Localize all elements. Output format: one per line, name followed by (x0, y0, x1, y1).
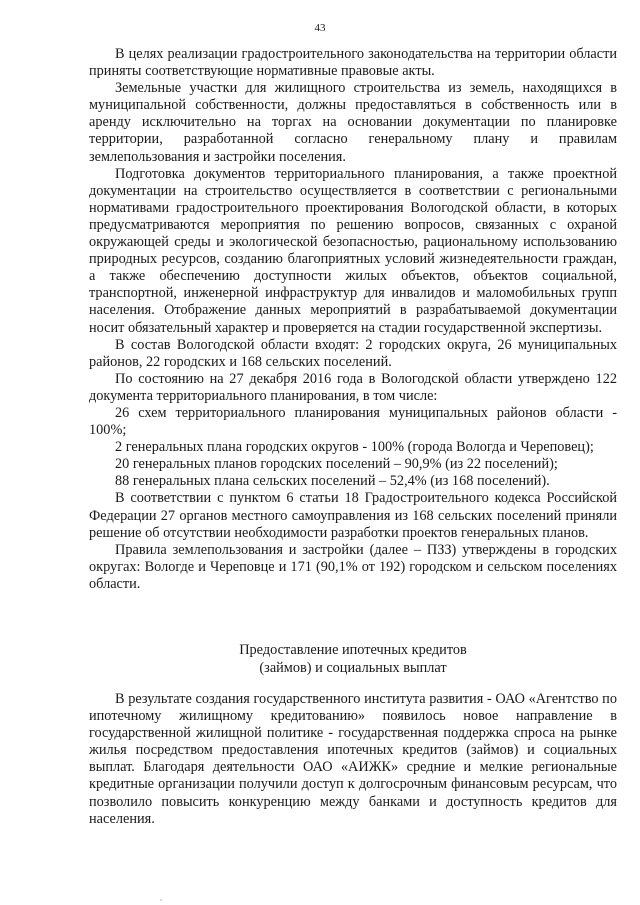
list-item-district-schemes: 26 схем территориального планирования муниципальных районов области - 100%; (89, 404, 617, 439)
paragraph-status-date: По состоянию на 27 декабря 2016 года в Вологодской области утверждено 122 документа территориального планирования, в том числе: (89, 370, 617, 404)
section-heading (89, 641, 617, 677)
paragraph-land-plots: Земельные участки для жилищного строительства из земель, находящихся в муниципальной собственности, должны предоставляться в собственность или в аренду исключительно на торгах на основании документации по планировке территории, разработанной согласно генеральному плану и правилам землепользования и застройки поселения. (89, 80, 617, 165)
main-text-block (89, 46, 617, 593)
page-number: 43 (314, 22, 326, 34)
paragraph-mortgage-agency: В результате создания государственного института развития - ОАО «Агентство по ипотечному жилищному кредитованию» появилось новое направление в государственной жилищной политике - государственная поддержка спроса на рынке жилья посредством предоставления ипотечных кредитов (займов) и социальных выплат. Благодаря деятельности ОАО «АИЖК» средние и мелкие региональные кредитные организации получили доступ к долгосрочным финансовым ресурсам, что позволило повысить конкуренцию между банками и доступность кредитов для населения. (89, 691, 617, 827)
paragraph-legislation: В целях реализации градостроительного законодательства на территории области приняты соответствующие нормативные правовые акты. (89, 46, 617, 80)
paragraph-region-composition: В состав Вологодской области входят: 2 городских округа, 26 муниципальных районов, 22 городских и 168 сельских поселений. (89, 336, 617, 370)
list-item-urban-settlement-plans: 20 генеральных планов городских поселений – 90,9% (из 22 поселений); (115, 456, 558, 473)
section-heading-line-2: (займов) и социальных выплат (259, 660, 447, 676)
list-item-city-plans: 2 генеральных плана городских округов - 100% (города Вологда и Череповец); (115, 439, 594, 456)
paragraph-land-use-rules: Правила землепользования и застройки (далее – ПЗЗ) утверждены в городских округах: Вологде и Череповце и 171 (90,1% от 192) городском и сельском поселениях области. (89, 541, 617, 592)
list-item-rural-settlement-plans: 88 генеральных плана сельских поселений – 52,4% (из 168 поселений). (115, 473, 550, 490)
second-text-block (89, 691, 617, 828)
paragraph-code-article: В соответствии с пунктом 6 статьи 18 Градостроительного кодекса Российской Федерации 27 органов местного самоуправления из 168 сельских поселений приняли решение об отсутствии необходимости разработки проектов генеральных планов. (89, 490, 617, 541)
paragraph-planning-documents: Подготовка документов территориального планирования, а также проектной документации на строительство осуществляется в соответствии с региональными нормативами градостроительного проектирования Вологодской области, в которых предусматриваются мероприятия по решению вопросов, связанных с охраной окружающей среды и экологической безопасностью, рациональному использованию природных ресурсов, созданию благоприятных условий жизнедеятельности граждан, а также обеспечению доступности жилых объектов, объектов социальной, транспортной, инженерной инфраструктур для инвалидов и маломобильных групп населения. Отображение данных мероприятий в разрабатываемой документации носит обязательный характер и проверяется на стадии государственной экспертизы. (89, 165, 617, 336)
section-heading-line-1: Предоставление ипотечных кредитов (239, 642, 467, 658)
scan-artifact (160, 899, 162, 901)
